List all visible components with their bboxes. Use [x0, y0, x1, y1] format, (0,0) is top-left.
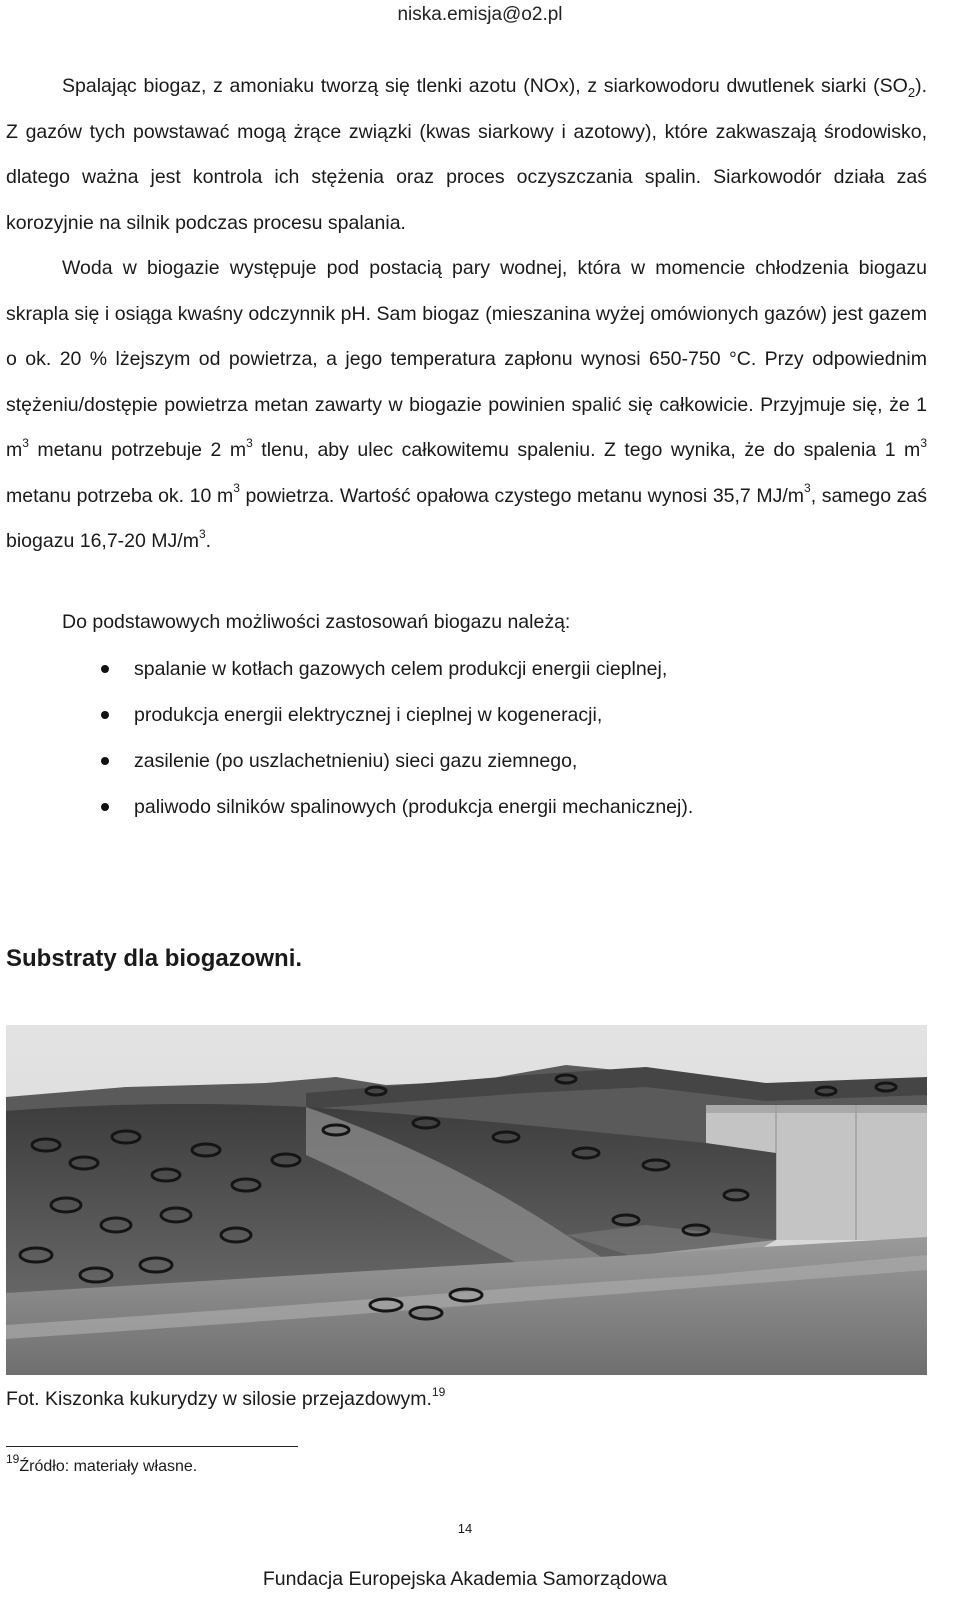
paragraph-applications-intro: Do podstawowych możliwości zastosowań biogazu należą: [62, 611, 571, 633]
list-item: produkcja energii elektrycznej i cieplnej w kogeneracji, [6, 692, 927, 738]
header-email: niska.emisja@o2.pl [397, 4, 563, 25]
paragraph-water-vapour: Woda w biogazie występuje pod postacią pary wodnej, która w momencie chłodzenia biogazu skrapla się i osiąga kwaśny odczynnik pH. Sam biogaz (mieszanina wyżej omówionych gazów) jest gazem o ok. 20 % lżejszym od powietrza, a jego temperatura zapłonu wynosi 650-750 °C. Przy odpowiednim stężeniu/dostępie powietrza metan zawarty w biogazie powinien spalić się całkowicie. Przyjmuje się, że 1 $m^3$ metanu potrzebuje 2 $m^3$ tlenu, aby ulec całkowitemu spaleniu. Z tego wynika, że do spalenia 1 $m^3$ metanu potrzeba ok. 10 $m^3$ powietrza. Wartość opałowa czystego metanu wynosi 35,7 $MJ/m^3$, samego zaś biogazu 16,7-20 $MJ/m^3$. [6, 257, 927, 552]
list-item: zasilenie (po uszlachetnieniu) sieci gazu ziemnego, [6, 738, 927, 784]
section-heading: Substraty dla biogazowni. [6, 945, 303, 972]
footnote-reference: 19 [431, 1384, 446, 1399]
bullet-icon [101, 711, 109, 719]
list-item: paliwodo silników spalinowych (produkcja energii mechanicznej). [6, 784, 927, 830]
figure-caption: Fot. Kiszonka kukurydzy w silosie przejazdowym.$^{19}$ [6, 1384, 446, 1410]
applications-list [6, 646, 927, 830]
page-number: 14 [457, 1521, 473, 1536]
list-item: spalanie w kotłach gazowych celem produkcji energii cieplnej, [6, 646, 927, 692]
footnote: $^{19}$Źródło: materiały własne. [6, 1451, 198, 1475]
footnote-divider [6, 1446, 298, 1447]
bullet-icon [101, 757, 109, 765]
silage-silo-photo [6, 1025, 927, 1375]
footer-organization: Fundacja Europejska Akademia Samorządowa [262, 1568, 668, 1590]
bullet-icon [101, 803, 109, 811]
paragraph-combustion: Spalając biogaz, z amoniaku tworzą się tlenki azotu (NOx), z siarkowodoru dwutlenek siarki $(SO_2)$. Z gazów tych powstawać mogą żrące związki (kwas siarkowy i azotowy), które zakwaszają środowisko, dlatego ważna jest kontrola ich stężenia oraz proces oczyszczania spalin. Siarkowodór działa zaś korozyjnie na silnik podczas procesu spalania. [6, 75, 927, 234]
bullet-icon [101, 665, 109, 673]
